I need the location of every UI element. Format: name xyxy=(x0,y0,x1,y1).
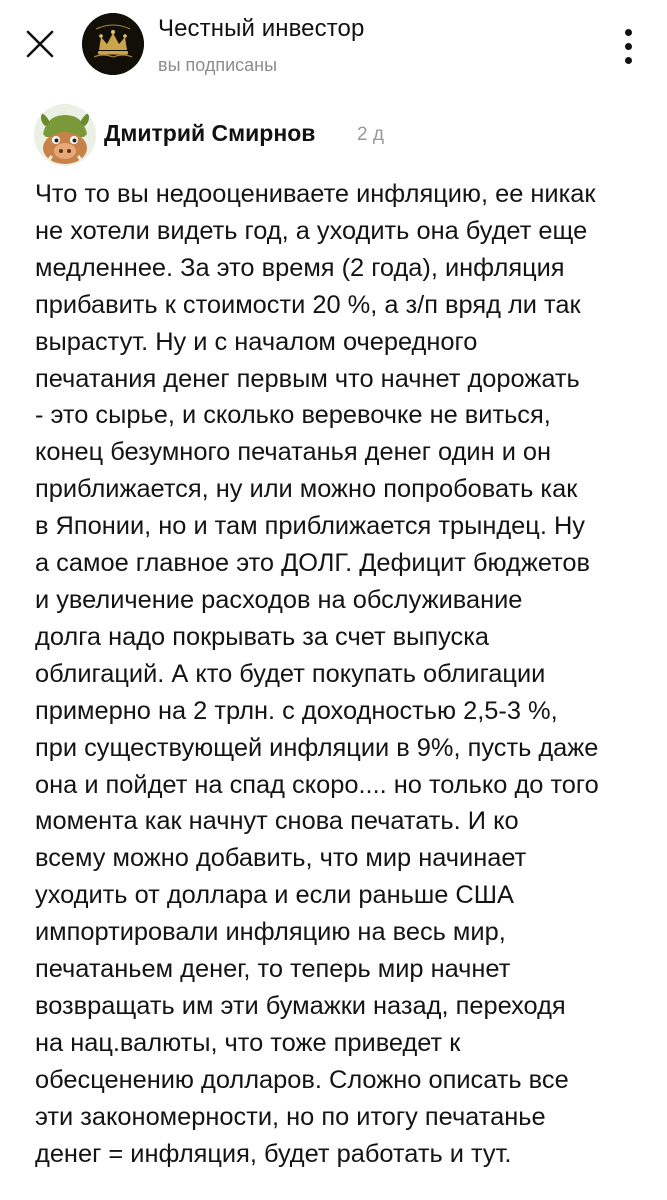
post-text-line: примерно на 2 трлн. с доходностью 2,5-3 %, xyxy=(35,696,558,725)
post-text-line: не хотели видеть год, а уходить она будет еще xyxy=(35,216,588,245)
post-text-line: всему можно добавить, что мир начинает xyxy=(35,844,527,873)
post-text-line: момента как начнут снова печатать. И ко xyxy=(35,807,519,836)
post-text-line: импортировали инфляцию на весь мир, xyxy=(35,918,506,947)
post-text-line: при существующей инфляции в 9%, пусть даже xyxy=(35,733,599,762)
post-text-line: эти закономерности, но по итогу печатанье xyxy=(35,1102,546,1131)
post-text-line: облигаций. А кто будет покупать облигации xyxy=(35,659,546,688)
post-text-line: на нац.валюты, что тоже приведет к xyxy=(35,1028,461,1057)
cartoon-avatar-icon xyxy=(34,104,96,166)
more-options-button[interactable] xyxy=(610,22,646,70)
post-text-line: приближается, ну или можно попробовать как xyxy=(35,475,578,504)
post-body-text xyxy=(35,176,640,1172)
top-bar xyxy=(0,0,667,90)
post-timestamp: 2 д xyxy=(357,124,384,145)
post-author-row xyxy=(0,100,667,170)
post-text-line: - это сырье, и сколько веревочке не виться, xyxy=(35,401,551,430)
post-text-line: а самое главное это ДОЛГ. Дефицит бюджетов xyxy=(35,549,591,578)
post-text-line: обесценению долларов. Сложно описать все xyxy=(35,1065,569,1094)
more-vertical-icon-dot xyxy=(625,43,632,50)
post-text-line: уходить от доллара и если раньше США xyxy=(35,881,514,910)
post-text-line: она и пойдет на спад скоро.... но только до того xyxy=(35,770,599,799)
post-text-line: прибавить к стоимости 20 %, а з/п вряд ли так xyxy=(35,290,581,319)
post-text-line: возвращать им эти бумажки назад, переходя xyxy=(35,991,566,1020)
more-vertical-icon-dot xyxy=(625,57,632,64)
close-icon xyxy=(25,29,55,59)
post-text-line: долга надо покрывать за счет выпуска xyxy=(35,622,490,651)
author-name[interactable]: Дмитрий Смирнов xyxy=(104,120,316,146)
author-avatar[interactable] xyxy=(34,104,96,166)
channel-name[interactable]: Честный инвестор xyxy=(158,15,365,42)
channel-logo[interactable] xyxy=(82,13,144,75)
close-button[interactable] xyxy=(18,22,62,66)
post-text-line: денег = инфляция, будет работать и тут. xyxy=(35,1139,512,1168)
post-text-line: Что то вы недооцениваете инфляцию, ее никак xyxy=(35,180,596,208)
crown-logo-icon xyxy=(82,13,144,75)
post-text-line: медленнее. За это время (2 года), инфляция xyxy=(35,253,565,282)
subscription-status: вы подписаны xyxy=(158,55,278,75)
post-text-line: конец безумного печатанья денег один и он xyxy=(35,438,552,467)
post-text-line: печатаньем денег, то теперь мир начнет xyxy=(35,955,511,984)
post-text-line: в Японии, но и там приближается трындец. Ну xyxy=(35,512,585,541)
post-text-line: и увеличение расходов на обслуживание xyxy=(35,585,523,614)
post-text-line: вырастут. Ну и с началом очередного xyxy=(35,327,478,356)
post-text-line: печатания денег первым что начнет дорожать xyxy=(35,364,580,393)
more-vertical-icon xyxy=(625,29,632,36)
